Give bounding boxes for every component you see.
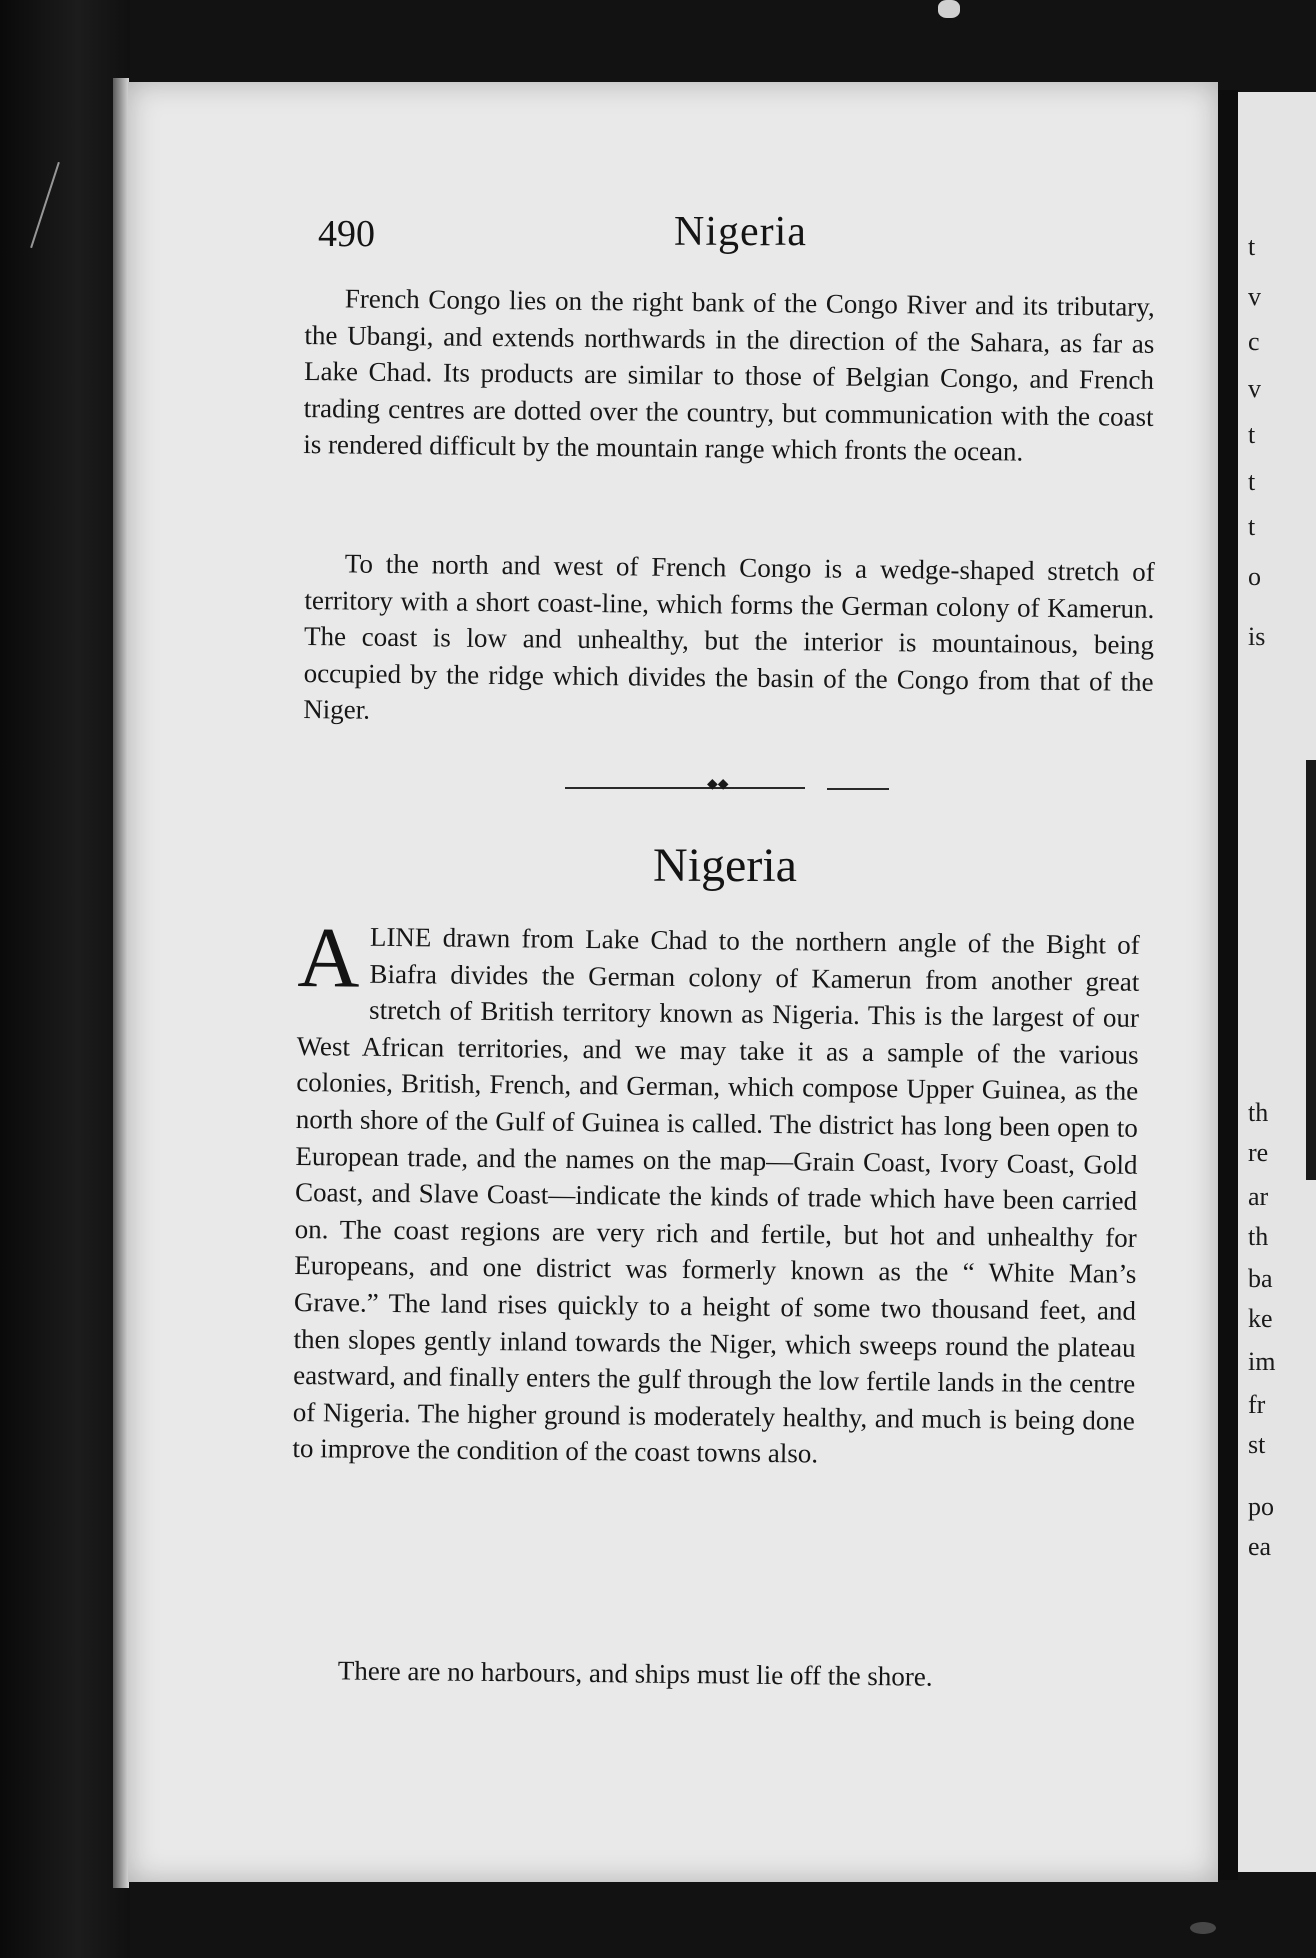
facing-page-fragment: t [1248,512,1256,541]
facing-page-fragment: c [1248,327,1260,356]
book-gutter [1218,90,1238,1880]
paragraph-text: French Congo lies on the right bank of the Congo River and its tributary, the Ubangi, and extends northwards in the direction of the Sahara, as far as Lake Chad. Its products are similar to those of Belgian Congo, and French trading centres are dotted over the country, but communication with the coast is rendered difficult by the mountain range which fronts the ocean. [303,283,1155,467]
divider-rule-left [565,787,805,789]
paragraph-kamerun [303,545,1155,737]
running-head: Nigeria [674,209,807,255]
facing-page-fragment: th [1248,1098,1269,1127]
facing-page-edge [1238,92,1316,1872]
facing-page-fragment: fr [1248,1390,1266,1419]
paragraph-text: To the north and west of French Congo is a wedge-shaped stretch of territory with a short coast-line, which forms the German colony of Kamerun. The coast is low and unhealthy, but the interior is mountainous, being occupied by the ridge which divides the basin of the Congo from that of the Niger. [303,548,1155,726]
facing-page-fragment: po [1248,1492,1274,1521]
facing-page-fragment: v [1248,282,1261,311]
paragraph-text: LINE drawn from Lake Chad to the northern angle of the Bight of Biafra divides the German colony of Kamerun from another great stretch of British territory known as Nigeria. This is the largest of our West African territories, and we may take it as a sample of the various colonies, British, French, and German, which compose Upper Guinea, as the north shore of the Gulf of Guinea is called. The district has long been open to European trade, and the names on the map—Grain Coast, Ivory Coast, Gold Coast, and Slave Coast—indicate the kinds of trade which have been carried on. The coast regions are very rich and fertile, but hot and unhealthy for Europeans, and one district was formerly known as the “ White Man’s Grave.” The land rises quickly to a height of some two thousand feet, and then slopes gently inland towards the Niger, which sweeps round the plateau eastward, and finally enters the gulf through the low fertile lands in the centre of Nigeria. The higher ground is moderately healthy, and much is being done to improve the condition of the coast towns also. [292,921,1140,1469]
facing-page-fragment: v [1248,374,1261,403]
facing-page-fragment: t [1248,232,1256,261]
paragraph-nigeria-intro [292,909,1140,1476]
left-scan-border [0,0,130,1958]
facing-page-fragment: ea [1248,1532,1272,1561]
scan-dust-mark [938,0,960,18]
facing-page-fragment: ke [1248,1304,1273,1333]
facing-page-fragment: t [1248,420,1256,449]
facing-page-fragment: th [1248,1222,1269,1251]
right-scan-border [1306,760,1316,1180]
page-header [318,209,1108,262]
facing-page-fragment: im [1248,1347,1276,1376]
paragraph-french-congo [303,280,1155,472]
facing-page-fragment: re [1248,1138,1269,1167]
facing-page-fragment: is [1248,622,1266,651]
section-title: Nigeria [653,839,797,892]
scan-dust-mark [1190,1922,1216,1934]
facing-page-fragment: ar [1248,1182,1269,1211]
facing-page-fragment: o [1248,562,1261,591]
page-edge [113,78,129,1888]
section-divider [565,776,890,794]
facing-page-fragment: st [1248,1430,1266,1459]
paragraph-text: There are no harbours, and ships must lie off the shore. [337,1655,933,1692]
drop-cap: A [297,909,361,1006]
facing-page-fragment: t [1248,467,1256,496]
diamond-ornament-icon: ◆◆ [707,776,729,792]
facing-page-fragment: ba [1248,1264,1273,1293]
page-number: 490 [318,213,375,255]
divider-rule-right [827,788,889,790]
